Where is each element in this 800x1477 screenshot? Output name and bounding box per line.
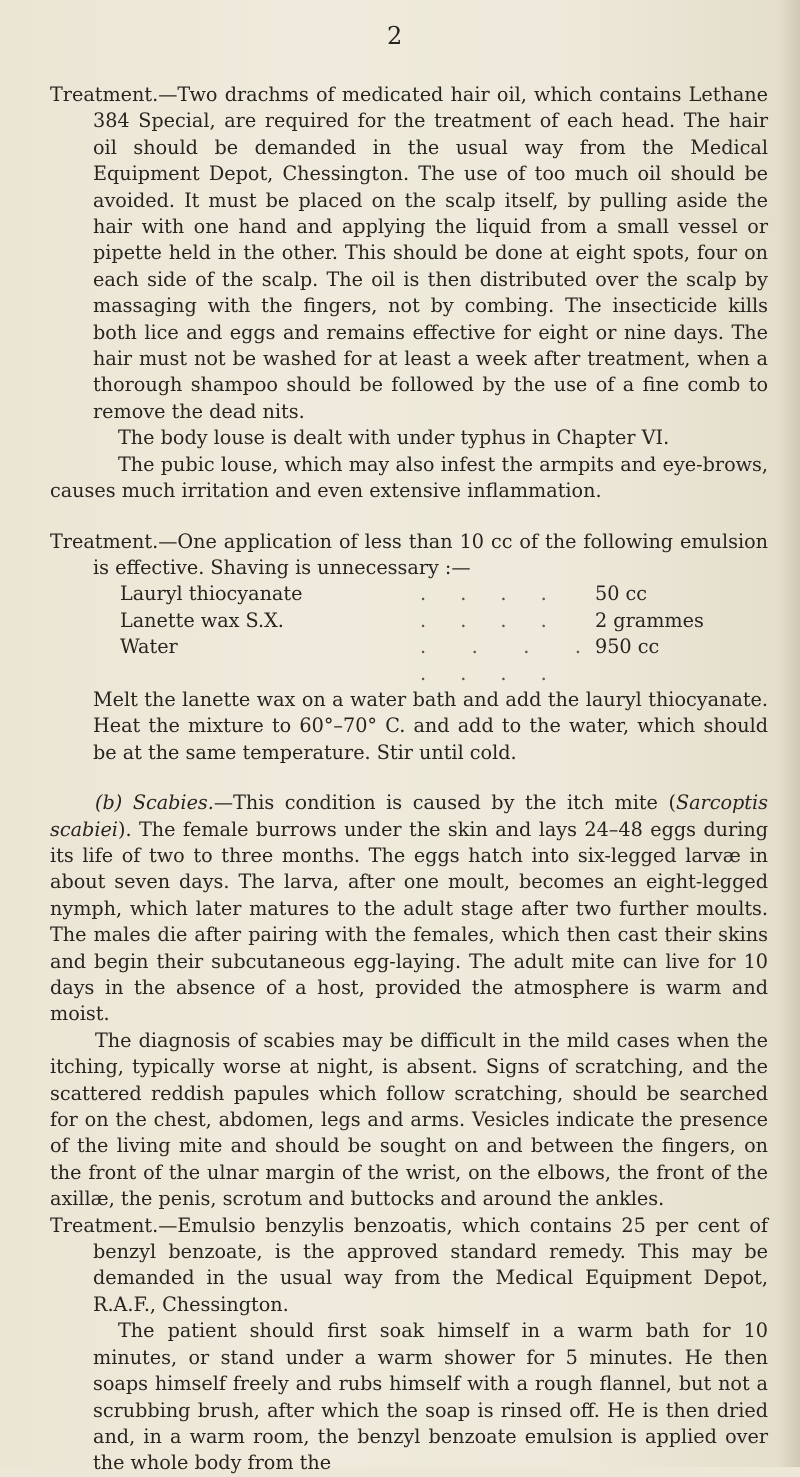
head-lice-treatment-paragraph: Treatment.—Two drachms of medicated hair oil, which contains Lethane 384 Special, are required for the treatment of each head. The hair oil should be demanded in the usual way from the Medical Equipment Depot, Chessington. The use of too much oil should be avoided. It must be placed on the scalp itself, by pulling aside the hair with one hand and applying the liquid from a small vessel or pipette held in the other. This should be done at eight spots, four on each side of the scalp. The oil is then distributed over the scalp by massaging with the fingers, not by combing. The insecticide kills both lice and eggs and remains effective for eight or nine days. The hair must not be washed for at least a week after treatment, when a thorough shampoo should be followed by the use of a fine comb to remove the dead nits.	[50, 83, 768, 423]
recipe-row	[120, 634, 755, 687]
page-body	[50, 82, 768, 1477]
recipe-ingredient: Lauryl thiocyanate	[120, 582, 303, 606]
recipe-leader-dots: . . . .	[420, 582, 561, 606]
page-number: 2	[387, 22, 403, 50]
scabies-species: Sarcoptis scabiei	[50, 791, 768, 841]
recipe-ingredient: Water	[120, 635, 178, 659]
scabies-treatment-paragraph: Treatment.—Emulsio benzylis benzoatis, which contains 25 per cent of benzyl benzoate, is the approved standard remedy. This may be demanded in the usual way from the Medical Equipment Depot, R.A.F., Chessington.	[50, 1213, 768, 1316]
scabies-heading: (b) Scabies.	[95, 791, 214, 815]
recipe-leader-dots: . . . .	[420, 608, 561, 632]
pubic-louse-paragraph: The pubic louse, which may also infest the armpits and eye-brows, causes much irritation and even extensive inflammation.	[50, 452, 768, 503]
body-louse-paragraph: The body louse is dealt with under typhus in Chapter VI.	[118, 426, 670, 450]
recipe-row	[120, 581, 755, 607]
recipe-quantity: 2 grammes	[595, 608, 704, 632]
scabies-diagnosis-paragraph: The diagnosis of scabies may be difficult in the mild cases when the itching, typically worse at night, is absent. Signs of scratching, and the scattered reddish papules which follow scratching, should be searched for on the chest, abdomen, legs and arms. Vesicles indicate the presence of the living mite and should be sought on and between the fingers, on the front of the ulnar margin of the wrist, on the elbows, the front of the axillæ, the penis, scrotum and buttocks and around the ankles.	[50, 1028, 768, 1211]
pubic-treatment-paragraph: Treatment.—One application of less than 10 cc of the following emulsion is effective. Shaving is unnecessary :—	[50, 529, 768, 579]
scabies-bath-paragraph: The patient should first soak himself in a warm bath for 10 minutes, or stand under a warm shower for 5 minutes. He then soaps himself freely and rubs himself with a rough flannel, but not a scrubbing brush, after which the soap is rinsed off. He is then dried and, in a warm room, the benzyl benzoate emulsion is applied over the whole body from the	[93, 1319, 768, 1475]
recipe-row	[120, 608, 755, 634]
recipe-method-paragraph: Melt the lanette wax on a water bath and add the lauryl thiocyanate. Heat the mixture to 60°–70° C. and add to the water, which should be at the same temperature. Stir until cold.	[93, 687, 768, 764]
scabies-paragraph: (b) Scabies.—This condition is caused by the itch mite (Sarcoptis scabiei). The female burrows under the skin and lays 24–48 eggs during its life of two to three months. The eggs hatch into six-legged larvæ in about seven days. The larva, after one moult, becomes an eight-legged nymph, which later matures to the adult stage after two further moults. The males die after pairing with the females, which then cast their skins and begin their subcutaneous egg-laying. The adult mite can live for 10 days in the absence of a host, provided the atmosphere is warm and moist.	[50, 791, 768, 1026]
recipe-ingredient: Lanette wax S.X.	[120, 608, 284, 632]
page-edge-shadow	[778, 0, 800, 1467]
recipe-quantity: 950 cc	[595, 635, 660, 659]
spacer	[50, 505, 768, 529]
scabies-intro: —This condition is caused by the itch mite	[213, 791, 669, 815]
recipe-quantity: 50 cc	[595, 582, 648, 606]
scabies-description: ). The female burrows under the skin and lays 24–48 eggs during its life of two to three months. The eggs hatch into six-legged larvæ in about seven days. The larva, after one moult, becomes an eight-legged nymph, which later matures to the adult stage after two further moults. The males die after pairing with the females, which then cast their skins and begin their subcutaneous egg-laying. The adult mite can live for 10 days in the absence of a host, provided the atmosphere is warm and moist.	[50, 817, 768, 1026]
recipe-leader-dots: . . . . . . . .	[420, 635, 595, 685]
emulsion-recipe-table	[120, 581, 755, 687]
spacer	[50, 766, 768, 790]
